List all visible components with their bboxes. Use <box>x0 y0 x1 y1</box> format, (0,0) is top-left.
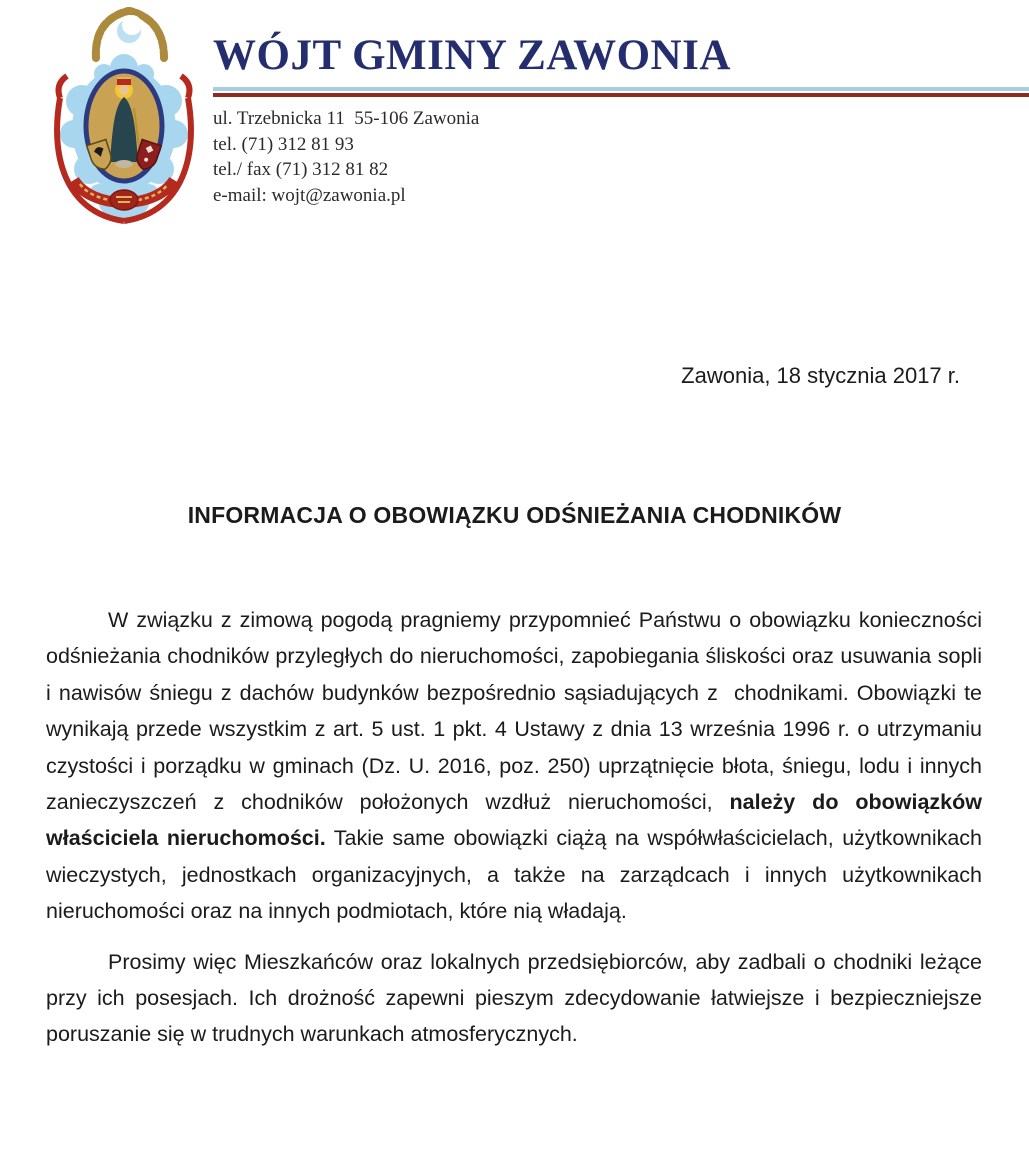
contact-address: ul. Trzebnicka 11 55-106 Zawonia <box>213 108 480 129</box>
coat-of-arms-graphic <box>44 2 204 246</box>
paragraph <box>46 944 982 1053</box>
bottom-badge <box>110 190 138 210</box>
divider-blue-line <box>213 87 1029 91</box>
sender-title: WÓJT GMINY ZAWONIA <box>213 32 731 79</box>
contact-phone: tel. (71) 312 81 93 <box>213 133 354 155</box>
document-body <box>46 602 982 1053</box>
contact-block <box>213 106 1029 208</box>
header-divider <box>213 87 1029 97</box>
zawonia-coat-of-arms-icon <box>44 2 204 246</box>
body-text: Prosimy więc Mieszkańców oraz lokalnych przedsiębiorców, aby zadbali o chodniki leżące przy ich posesjach. Ich drożność zapewni pieszym zdecydowanie łatwiejsze i bezpieczniejsze poruszanie się w trudnych warunkach atmosferycznych. <box>46 949 982 1047</box>
crescent-cutout <box>122 15 142 35</box>
document-heading: INFORMACJA O OBOWIĄZKU ODŚNIEŻANIA CHODNIKÓW <box>187 502 842 528</box>
body-text: W związku z zimową pogodą pragniemy przypomnieć Państwu o obowiązku konieczności odśnieżania chodników przyległych do nieruchomości, zapobiegania śliskości oraz usuwania sopli i nawisów śniegu z dachów budynków bezpośrednio sąsiadujących z chodnikami. Obowiązki te wynikają przede wszystkim z art. 5 ust. 1 pkt. 4 Ustawy z dnia 13 września 1996 r. o utrzymaniu czystości i porządku w gminach (Dz. U. 2016, poz. 250) uprzątnięcie błota, śniegu, lodu i innych zanieczyszczeń z chodników położonych wzdłuż nieruchomości, <box>46 608 982 815</box>
divider-red-line <box>213 93 1029 97</box>
paragraph <box>46 602 982 930</box>
bold-emphasis-text: należy do obowiązków właściciela nieruchomości. <box>46 790 982 851</box>
date-line: Zawonia, 18 stycznia 2017 r. <box>681 363 960 388</box>
letterhead-text-block <box>213 30 1029 208</box>
contact-fax: tel./ fax (71) 312 81 82 <box>213 159 389 180</box>
contact-email: e-mail: wojt@zawonia.pl <box>213 184 406 206</box>
body-text: Takie same obowiązki ciążą na współwłaścicielach, użytkownikach wieczystych, jednostkach organizacyjnych, a także na zarządcach i innych użytkownikach nieruchomości oraz na innych podmiotach, które nią władają. <box>46 826 983 924</box>
